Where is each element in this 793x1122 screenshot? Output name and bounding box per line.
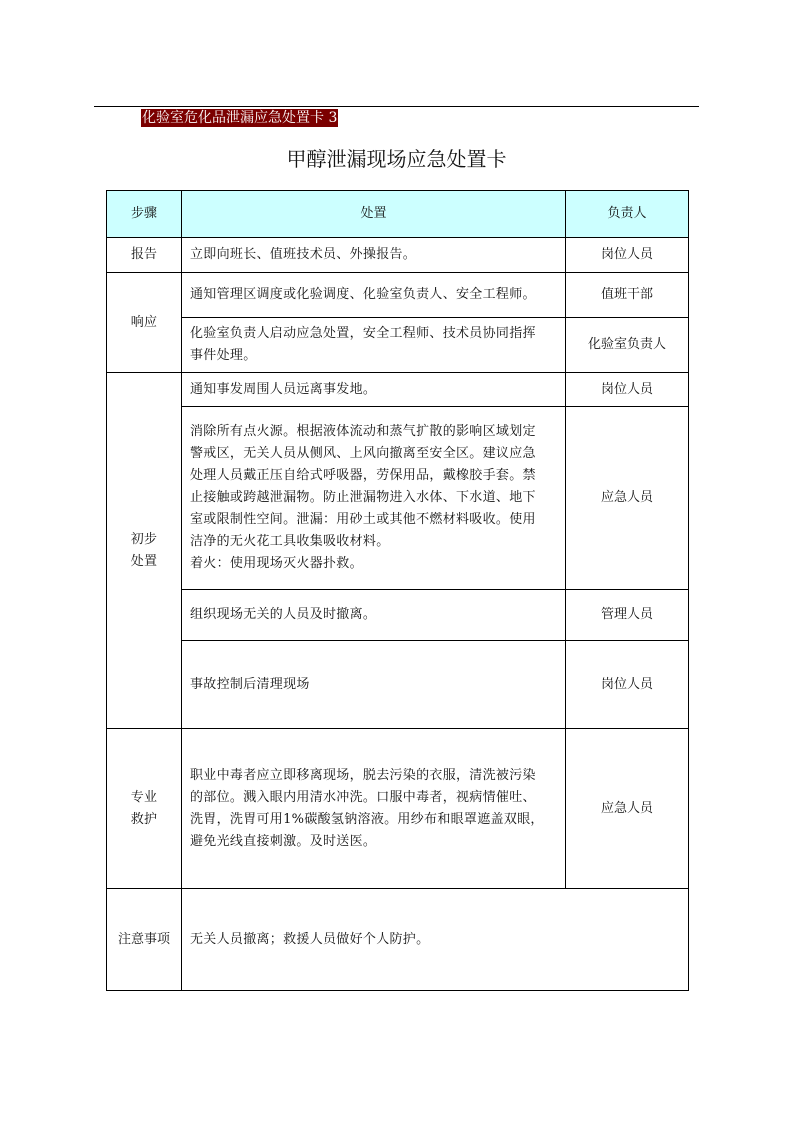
step-cell: 初步 处置 xyxy=(107,373,182,729)
table-row xyxy=(107,590,689,641)
action-cell: 职业中毒者应立即移离现场，脱去污染的衣服，清洗被污染 的部位。溅入眼内用清水冲洗。口服中毒者，视病情催吐、 洗胃，洗胃可用1%碳酸氢钠溶液。用纱布和眼罩遮盖双眼， 避免光线直接刺激。及时送医。 xyxy=(182,729,566,889)
action-cell: 组织现场无关的人员及时撤离。 xyxy=(182,590,566,641)
step-cell: 注意事项 xyxy=(107,889,182,991)
emergency-table xyxy=(106,190,689,991)
action-cell: 立即向班长、值班技术员、外操报告。 xyxy=(182,238,566,273)
step-cell: 响应 xyxy=(107,273,182,373)
table-row xyxy=(107,641,689,729)
table-row xyxy=(107,373,689,407)
document-label: 化验室危化品泄漏应急处置卡 3 xyxy=(142,110,338,126)
action-cell: 化验室负责人启动应急处置，安全工程师、技术员协同指挥 事件处理。 xyxy=(182,318,566,373)
step-cell: 专业 救护 xyxy=(107,729,182,889)
step-cell: 报告 xyxy=(107,238,182,273)
owner-cell: 应急人员 xyxy=(566,729,689,889)
header-rule xyxy=(94,106,699,107)
header-action: 处置 xyxy=(182,191,566,238)
action-cell: 无关人员撤离；救援人员做好个人防护。 xyxy=(182,889,689,991)
action-cell: 消除所有点火源。根据液体流动和蒸气扩散的影响区域划定 警戒区，无关人员从侧风、上风向撤离至安全区。建议应急 处理人员戴正压自给式呼吸器，劳保用品，戴橡胶手套。禁 止接触或跨越泄漏物。防止泄漏物进入水体、下水道、地下 室或限制性空间。泄漏：用砂土或其他不燃材料吸收。使用 洁净的无火花工具收集吸收材料。 着火：使用现场灭火器扑救。 xyxy=(182,407,566,590)
owner-cell: 应急人员 xyxy=(566,407,689,590)
header-owner: 负责人 xyxy=(566,191,689,238)
action-cell: 通知事发周围人员远离事发地。 xyxy=(182,373,566,407)
owner-cell: 岗位人员 xyxy=(566,373,689,407)
owner-cell: 岗位人员 xyxy=(566,238,689,273)
action-cell: 通知管理区调度或化验调度、化验室负责人、安全工程师。 xyxy=(182,273,566,318)
table-row xyxy=(107,273,689,318)
owner-cell: 值班干部 xyxy=(566,273,689,318)
action-cell: 事故控制后清理现场 xyxy=(182,641,566,729)
table-row xyxy=(107,889,689,991)
owner-cell: 管理人员 xyxy=(566,590,689,641)
header-step: 步骤 xyxy=(107,191,182,238)
table-row xyxy=(107,729,689,889)
owner-cell: 岗位人员 xyxy=(566,641,689,729)
page-title: 甲醇泄漏现场应急处置卡 xyxy=(286,147,507,171)
table-row xyxy=(107,318,689,373)
table-row xyxy=(107,238,689,273)
owner-cell: 化验室负责人 xyxy=(566,318,689,373)
table-row xyxy=(107,407,689,590)
table-header-row xyxy=(107,191,689,238)
